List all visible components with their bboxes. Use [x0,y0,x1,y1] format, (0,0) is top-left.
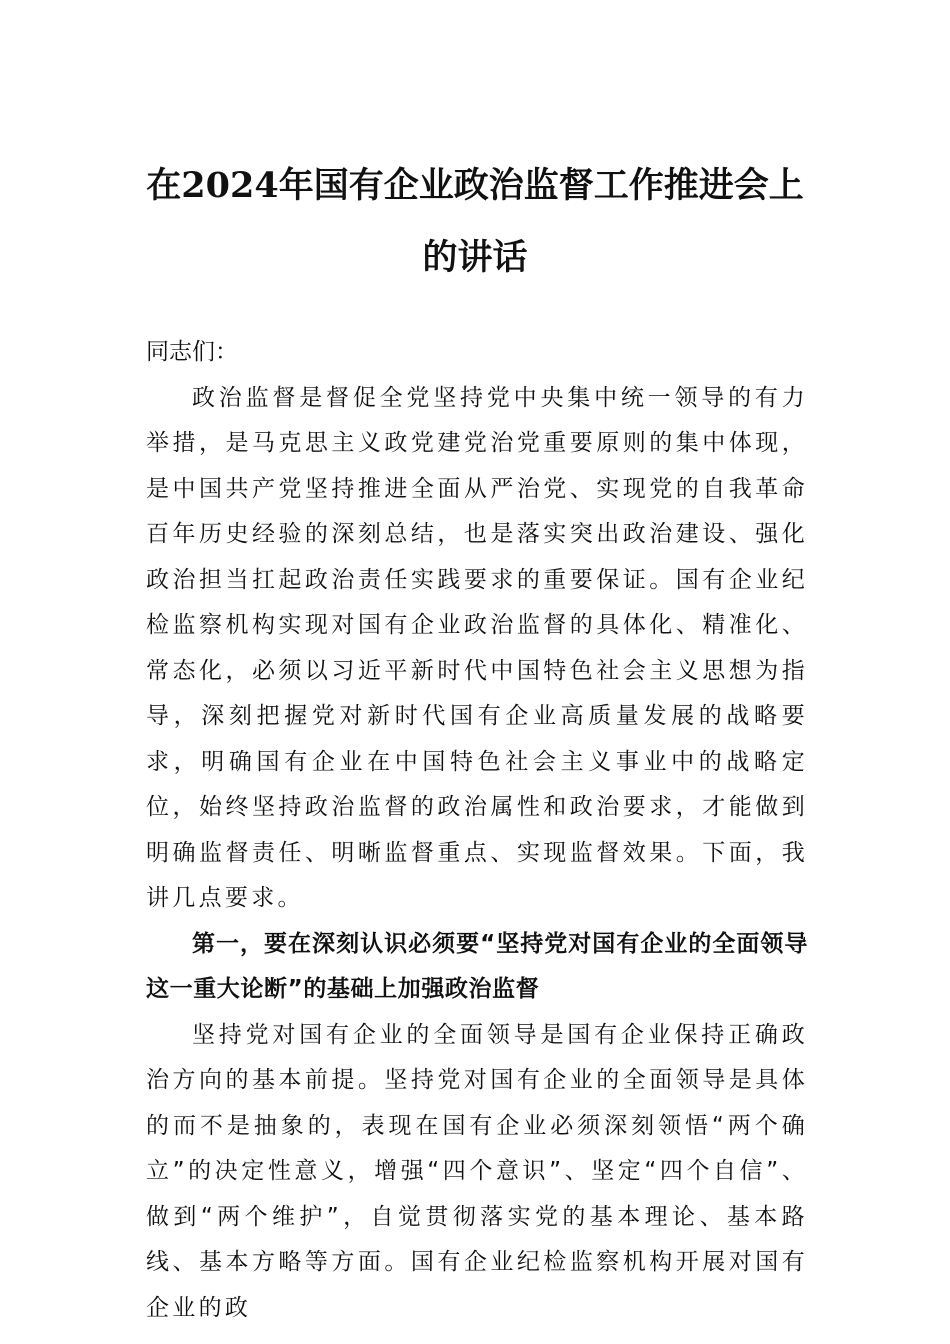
section-heading: 第一，要在深刻认识必须要“坚持党对国有企业的全面领导这一重大论断”的基础上加强政治监督 [146,930,808,1002]
document-title: 在2024年国有企业政治监督工作推进会上的讲话 [146,165,804,278]
salutation: 同志们： [146,339,238,365]
body-paragraph: 坚持党对国有企业的全面领导是国有企业保持正确政治方向的基本前提。坚持党对国有企业的全面领导是具体的而不是抽象的，表现在国有企业必须深刻领悟“两个确立”的决定性意义，增强“四个意识”、坚定“四个自信”、做到“两个维护”，自觉贯彻落实党的基本理论、基本路线、基本方略等方面。国有企业纪检监察机构开展对国有企业的政 [146,1021,808,1321]
body-paragraph: 政治监督是督促全党坚持党中央集中统一领导的有力举措，是马克思主义政党建党治党重要原则的集中体现，是中国共产党坚持推进全面从严治党、实现党的自我革命百年历史经验的深刻总结，也是落实突出政治建设、强化政治担当扛起政治责任实践要求的重要保证。国有企业纪检监察机构实现对国有企业政治监督的具体化、精准化、常态化，必须以习近平新时代中国特色社会主义思想为指导，深刻把握党对新时代国有企业高质量发展的战略要求，明确国有企业在中国特色社会主义事业中的战略定位，始终坚持政治监督的政治属性和政治要求，才能做到明确监督责任、明晰监督重点、实现监督效果。下面，我讲几点要求。 [146,384,808,911]
document-body [146,330,808,1331]
